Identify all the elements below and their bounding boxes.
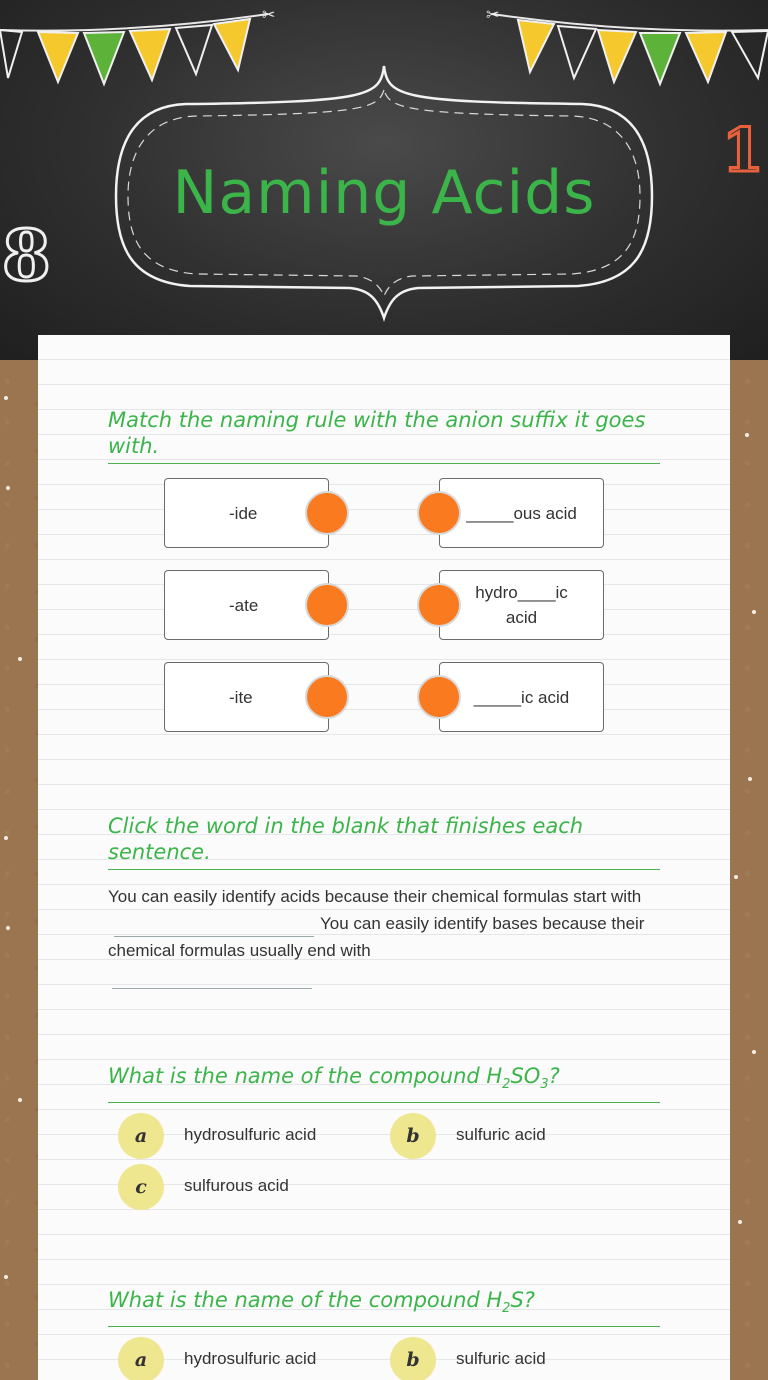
- cork-dot: [18, 657, 22, 661]
- match-left-label: -ite: [229, 687, 253, 707]
- q3-prompt-mid: SO: [510, 1064, 541, 1088]
- q4-prompt-end: S?: [510, 1288, 535, 1312]
- cork-dot: [752, 1050, 756, 1054]
- match-right-ic-acid[interactable]: [439, 662, 604, 732]
- question-3-prompt: [108, 1063, 660, 1103]
- cork-dot: [4, 396, 8, 400]
- sentence-part-1: You can easily identify acids because their chemical formulas start with: [108, 887, 642, 906]
- cork-dot: [748, 777, 752, 781]
- q3-option-c-text[interactable]: sulfurous acid: [184, 1176, 289, 1195]
- cork-dot: [745, 433, 749, 437]
- fill-blank-sentence: [108, 883, 660, 964]
- decorative-number-one: 1: [722, 116, 764, 186]
- question-1-prompt: Match the naming rule with the anion suffix it goes with.: [108, 407, 660, 464]
- q4-option-b-badge[interactable]: b: [390, 1337, 436, 1380]
- page-title: Naming Acids: [172, 158, 596, 228]
- q4-option-a-badge[interactable]: a: [118, 1337, 164, 1380]
- cork-dot: [734, 875, 738, 879]
- blank-2[interactable]: [112, 967, 312, 989]
- q3-subscript: 2: [502, 1077, 511, 1093]
- q4-option-a-text[interactable]: hydrosulfuric acid: [184, 1349, 317, 1368]
- sentence-part-2: You can easily identify bases because their chemical formulas usually end with: [108, 914, 645, 960]
- cork-dot: [738, 1220, 742, 1224]
- q4-subscript: 2: [502, 1301, 511, 1317]
- match-left-label: -ate: [229, 595, 259, 615]
- q3-prompt-text: What is the name of the compound H: [108, 1064, 503, 1088]
- match-left-connector[interactable]: [305, 583, 349, 627]
- cork-dot: [4, 836, 8, 840]
- cork-dot: [6, 926, 10, 930]
- match-right-label: _____ous acid: [466, 503, 577, 523]
- match-right-connector[interactable]: [417, 583, 461, 627]
- q3-option-a-badge[interactable]: a: [118, 1113, 164, 1159]
- q4-option-b-text[interactable]: sulfuric acid: [456, 1349, 546, 1368]
- q3-option-c-badge[interactable]: c: [118, 1164, 164, 1210]
- q3-option-b-badge[interactable]: b: [390, 1113, 436, 1159]
- q3-option-b-text[interactable]: sulfuric acid: [456, 1125, 546, 1144]
- match-right-hydro-ic-acid[interactable]: [439, 570, 604, 640]
- match-right-connector[interactable]: [417, 675, 461, 719]
- question-2-prompt: Click the word in the blank that finishes each sentence.: [108, 813, 660, 870]
- cork-dot: [752, 610, 756, 614]
- q3-option-a-text[interactable]: hydrosulfuric acid: [184, 1125, 317, 1144]
- match-left-connector[interactable]: [305, 675, 349, 719]
- q3-subscript: 3: [540, 1077, 549, 1093]
- q3-prompt-end: ?: [548, 1064, 560, 1088]
- svg-text:✂: ✂: [262, 7, 276, 24]
- match-right-label: hydro____ic acid: [475, 583, 568, 627]
- blank-1[interactable]: [114, 915, 314, 937]
- cork-dot: [4, 1275, 8, 1279]
- match-left-label: -ide: [229, 503, 258, 523]
- chalkboard-header: [0, 0, 768, 360]
- match-right-connector[interactable]: [417, 491, 461, 535]
- cork-dot: [18, 1098, 22, 1102]
- q4-prompt-text: What is the name of the compound H: [108, 1288, 503, 1312]
- match-right-ous-acid[interactable]: [439, 478, 604, 548]
- question-4-prompt: [108, 1287, 660, 1327]
- worksheet-paper: [38, 335, 730, 1380]
- match-right-label: _____ic acid: [473, 687, 570, 707]
- decorative-number-eight: 8: [2, 214, 51, 297]
- match-left-connector[interactable]: [305, 491, 349, 535]
- cork-dot: [6, 486, 10, 490]
- svg-text:✂: ✂: [486, 7, 500, 24]
